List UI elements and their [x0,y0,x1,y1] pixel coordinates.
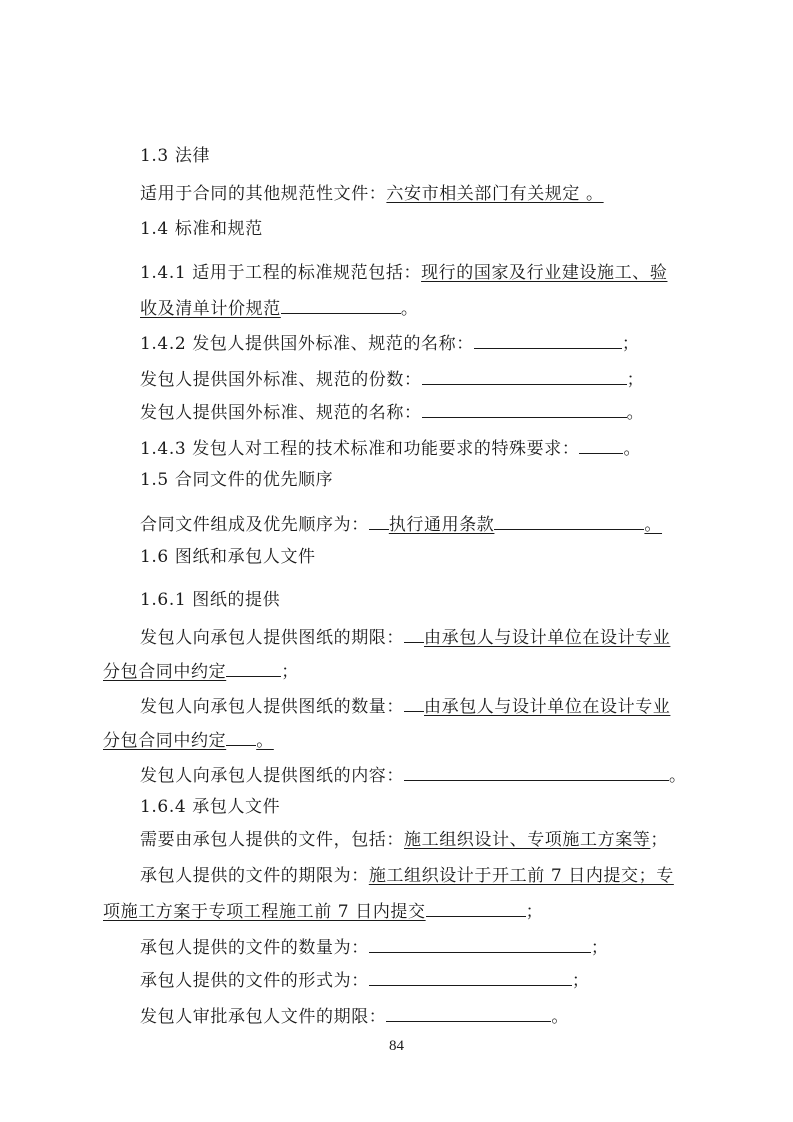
order-label: 合同文件组成及优先顺序为： [140,515,369,535]
contractor-doc-period-row [140,865,674,887]
special-req-row [140,436,641,460]
drawing-period-value-line1: 由承包人与设计单位在设计专业 [424,628,671,648]
contractor-docs-semicolon: ； [650,830,669,850]
drawing-period-label: 发包人向承包人提供图纸的期限： [140,628,404,648]
contractor-doc-period-semicolon: ； [525,902,544,922]
foreign-std-copies-blank [422,367,627,385]
law-label: 适用于合同的其他规范性文件： [140,184,387,204]
drawing-period-row [140,625,670,649]
order-row [140,512,662,536]
contractor-doc-form-label: 承包人提供的文件的形式为： [140,971,369,991]
drawing-period-blank [226,659,281,677]
standards-period: 。 [400,299,419,319]
foreign-std-name-label: 1.4.2 发包人提供国外标准、规范的名称： [140,334,474,354]
approval-period-label: 发包人审批承包人文件的期限： [140,1007,387,1027]
contractor-doc-period-label: 承包人提供的文件的期限为： [140,866,369,886]
order-blank-tail [494,512,644,530]
foreign-std-name-blank [474,331,622,349]
drawing-period-value-line2: 分包合同中约定 [103,662,227,682]
drawing-qty-period: 。 [256,731,274,751]
page-number: 84 [389,1038,404,1054]
drawing-content-blank [404,763,669,781]
foreign-std-copies-semicolon: ； [626,370,645,390]
approval-period-blank [386,1004,551,1022]
drawing-qty-row-cont [103,728,274,752]
drawing-period-semicolon: ； [281,662,299,682]
contractor-docs-label: 需要由承包人提供的文件，包括： [140,830,404,850]
contractor-doc-qty-label: 承包人提供的文件的数量为： [140,938,369,958]
law-value: 六安市相关部门有关规定 。 [386,184,604,204]
drawing-period-blank-lead [404,625,424,643]
approval-period-row [140,1004,569,1028]
drawing-qty-row [140,694,670,718]
foreign-std-name-row [140,331,639,355]
contractor-doc-period-blank [426,899,526,917]
section-1-6-heading: 1.6 图纸和承包人文件 [140,547,316,567]
standards-label: 1.4.1 适用于工程的标准规范包括： [140,263,422,283]
contractor-doc-qty-blank [369,935,591,953]
standards-value-line2: 收及清单计价规范 [140,299,281,319]
approval-period-period: 。 [551,1007,570,1027]
drawing-qty-blank [226,728,256,746]
contractor-doc-period-row-cont [103,899,543,923]
section-1-4-heading: 1.4 标准和规范 [140,219,263,239]
drawing-qty-label: 发包人向承包人提供图纸的数量： [140,697,404,717]
contractor-doc-qty-row [140,935,608,959]
section-1-5-heading: 1.5 合同文件的优先顺序 [140,470,334,490]
contractor-doc-qty-semicolon: ； [590,938,609,958]
contractor-doc-form-semicolon: ； [571,971,590,991]
contractor-docs-value: 施工组织设计、专项施工方案等 [404,830,651,850]
order-value: 执行通用条款 [388,515,495,535]
foreign-std-copies-row [140,367,644,391]
drawing-content-period: 。 [669,766,687,786]
foreign-std-names-label: 发包人提供国外标准、规范的名称： [140,403,422,423]
contractor-doc-form-blank [369,968,572,986]
special-req-blank [579,436,623,454]
drawing-qty-value-line2: 分包合同中约定 [103,731,227,751]
section-1-6-4-heading: 1.6.4 承包人文件 [140,797,281,817]
special-req-label: 1.4.3 发包人对工程的技术标准和功能要求的特殊要求： [140,439,580,459]
drawing-period-row-cont [103,659,299,683]
drawing-qty-blank-lead [404,694,424,712]
foreign-std-names-period: 。 [626,403,645,423]
section-1-3-heading: 1.3 法律 [140,146,211,166]
foreign-std-copies-label: 发包人提供国外标准、规范的份数： [140,370,422,390]
order-blank-lead [369,512,389,530]
drawing-qty-value-line1: 由承包人与设计单位在设计专业 [424,697,671,717]
drawing-content-row [140,763,687,787]
foreign-std-names-row [140,400,644,424]
order-period: 。 [644,515,663,535]
law-row [140,183,604,205]
contractor-doc-form-row [140,968,589,992]
standards-blank [281,296,401,314]
section-1-6-1-heading: 1.6.1 图纸的提供 [140,590,281,610]
foreign-std-name-semicolon: ； [621,334,640,354]
standards-row-cont [140,296,418,320]
standards-row [140,262,667,284]
drawing-content-label: 发包人向承包人提供图纸的内容： [140,766,404,786]
contractor-doc-period-value-line1: 施工组织设计于开工前 7 日内提交；专 [368,866,674,886]
standards-value-line1: 现行的国家及行业建设施工、验 [421,263,668,283]
contractor-doc-period-value-line2: 项施工方案于专项工程施工前 7 日内提交 [103,902,426,922]
contractor-docs-row [140,829,668,851]
special-req-period: 。 [623,439,642,459]
foreign-std-names-blank [422,400,627,418]
